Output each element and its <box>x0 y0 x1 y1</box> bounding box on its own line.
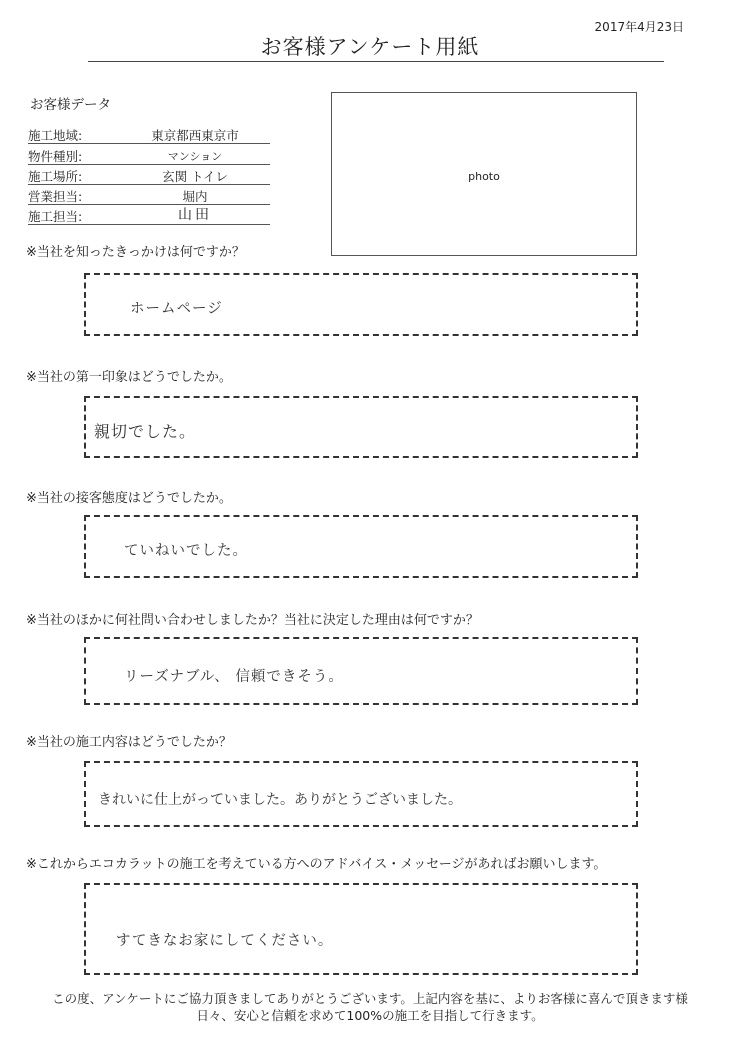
info-label: 物件種別: <box>28 149 83 164</box>
info-value: 東京都西東京市 <box>151 128 239 143</box>
answer-1: ホームページ <box>130 301 223 317</box>
answer-box-4 <box>84 637 638 705</box>
photo-label: photo <box>468 170 500 183</box>
footer-line-2: 日々、安心と信頼を求めて100%の施工を目指して行きます。 <box>196 1008 544 1023</box>
survey-date: 2017年4月23日 <box>594 20 684 34</box>
answer-box-5 <box>84 761 638 827</box>
question-6: ※これからエコカラットの施工を考えている方へのアドバイス・メッセージがあればお願いします。 <box>26 857 607 872</box>
info-label: 施工場所: <box>28 169 83 184</box>
info-value: 堀内 <box>182 189 208 204</box>
info-row-location <box>28 166 270 185</box>
info-row-installer <box>28 206 270 225</box>
answer-4: リーズナブル、 信頼できそう。 <box>124 669 344 685</box>
question-3: ※当社の接客態度はどうでしたか。 <box>26 491 232 506</box>
info-value: マンション <box>167 150 223 163</box>
answer-box-2 <box>84 396 638 458</box>
answer-6: すてきなお家にしてください。 <box>116 933 334 949</box>
question-1: ※当社を知ったきっかけは何ですか？ <box>26 245 245 260</box>
info-value: 玄関 トイレ <box>162 169 228 184</box>
info-label: 施工地域: <box>28 128 83 143</box>
question-4: ※当社のほかに何社問い合わせしましたか？当社に決定した理由は何ですか？ <box>26 613 479 628</box>
answer-box-1 <box>84 273 638 336</box>
info-row-property-type <box>28 146 270 165</box>
info-row-sales-rep <box>28 186 270 205</box>
question-5: ※当社の施工内容はどうでしたか？ <box>26 735 232 750</box>
answer-3: ていねいでした。 <box>124 543 248 559</box>
info-row-area <box>28 125 270 144</box>
info-value-handwritten: 山田 <box>178 207 212 223</box>
answer-box-3 <box>84 515 638 578</box>
info-label: 施工担当: <box>28 209 83 224</box>
question-2: ※当社の第一印象はどうでしたか。 <box>26 370 232 385</box>
answer-5: きれいに仕上がっていました。ありがとうございました。 <box>98 792 462 808</box>
customer-data-heading: お客様データ <box>30 97 111 113</box>
answer-2: 親切でした。 <box>94 422 197 441</box>
title-underline <box>88 61 664 62</box>
info-label: 営業担当: <box>28 189 83 204</box>
answer-box-6 <box>84 883 638 975</box>
footer-line-1: この度、アンケートにご協力頂きましてありがとうございます。上記内容を基に、よりお客様に喜んで頂きます様 <box>52 991 688 1006</box>
page-title: お客様アンケート用紙 <box>260 35 480 59</box>
